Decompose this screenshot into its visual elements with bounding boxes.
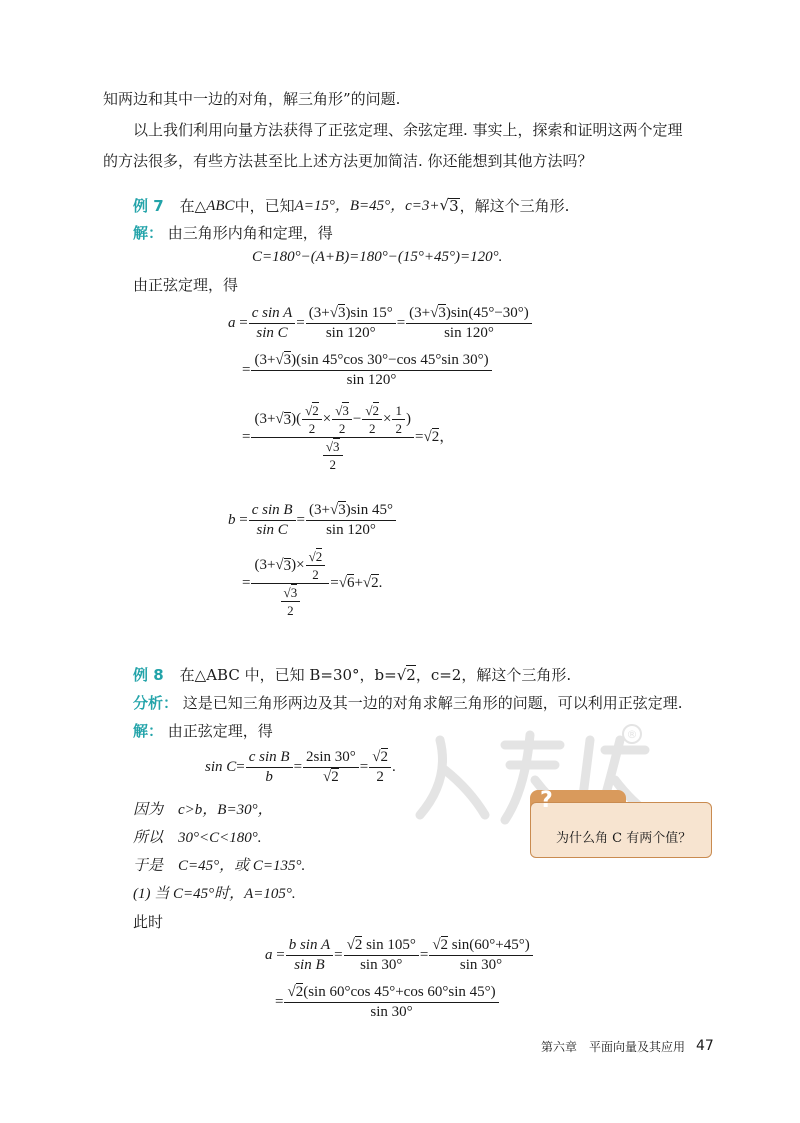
equation-8-a-line-2: = $\frac{√2(\sin 60^\circ\cos 45^\circ+\cos 60^\circ\sin 45^\circ)}{\sin 30^\circ}$: [275, 985, 500, 1020]
example-7-solution-label: 解：: [133, 224, 164, 242]
example-7-text-c: 中，已知: [234, 196, 295, 215]
example-8-analysis: [133, 696, 683, 711]
example-8-label: 例 8: [133, 666, 164, 684]
registered-mark: ®: [626, 728, 638, 741]
question-text: 为什么角 C 有两个值？: [556, 831, 692, 846]
example-7-given: A=15°，B=45°，c=3+: [294, 197, 440, 214]
example-7-text-a: 在△: [179, 196, 207, 215]
equation-b-line-1: b = $\frac{\text{c sin B}}{\text{sin C}}$ = $\frac{(3+√3)\sin 45^\circ}{\sin 120^\circ}$: [228, 503, 397, 538]
equation-a-line-3: = (3+√ 3 )( $\frac{√2}{2}$ × $\frac{√3}{2}$ − $\frac{√2}{2}$ × $\frac{1}{2}$ ) $\frac{√3}{2}$ =√2，: [242, 403, 455, 472]
example-8-analysis-label: 分析：: [133, 694, 179, 712]
equation-angle-c: C=180°−(A+B)=180°−(15°+45°)=120°.: [252, 249, 503, 265]
sqrt-symbol: √ 3: [439, 196, 459, 215]
example-8-so: 所以 30°<C<180°.: [133, 830, 262, 846]
example-7-radicand: 3: [449, 197, 459, 215]
intro-line-3: 的方法很多，有些方法甚至比上述方法更加简洁. 你还能想到其他方法吗？: [103, 152, 593, 170]
var-b: b: [228, 512, 236, 528]
page-number: 47: [696, 1038, 714, 1054]
equation-sin-c: sin C = $\frac{\text{c sin B}}{b}$ = $\frac{2\sin 30^\circ}{√2}$ = $\frac{√2}{2}$ .: [205, 749, 396, 785]
equation-b-line-2: = (3+√ 3 )× $\frac{√2}{2}$ $\frac{√3}{2}$ =√6+√2.: [242, 549, 383, 618]
question-sidebar-box: [530, 790, 712, 858]
example-8-now: 此时: [133, 913, 164, 931]
intro-line-2: 以上我们利用向量方法获得了正弦定理、余弦定理. 事实上，探索和证明这两个定理: [133, 121, 683, 139]
example-8-text-tail: ，c=2，解这个三角形.: [415, 666, 572, 684]
example-7-problem: [133, 198, 569, 214]
question-mark-icon: ?: [540, 788, 553, 813]
footer-chapter: 第六章 平面向量及其应用: [541, 1040, 686, 1054]
equation-a-line-2: = $\frac{(3+√3)(\sin 45^\circ\cos 30^\circ-\cos 45^\circ\sin 30^\circ)}{\sin 120^\circ}$: [242, 353, 493, 388]
equation-8-a-line-1: a = $\frac{\text{b sin A}}{\text{sin B}}$ = $\frac{√2 \sin 105^\circ}{\sin 30^\circ}$ = $\frac{√2 \sin(60^\circ+45^\circ)}{\sin 30^\circ}$: [265, 938, 534, 973]
example-7-step-2: 由正弦定理，得: [133, 276, 239, 294]
example-8-step-1: 由正弦定理，得: [167, 722, 273, 740]
example-7-step-1: 由三角形内角和定理，得: [167, 224, 333, 242]
example-8-text: 在△ABC 中，已知 B=30°，b=: [179, 666, 397, 684]
example-7-solution-line: [133, 226, 333, 241]
example-8-solution-line: [133, 724, 273, 739]
example-8-then: 于是 C=45°，或 C=135°.: [133, 858, 306, 874]
var-a: a: [228, 315, 236, 331]
example-7-label: 例 7: [133, 196, 164, 215]
example-7-triangle: ABC: [206, 197, 235, 214]
example-8-solution-label: 解：: [133, 722, 164, 740]
example-8-case-1: (1) 当 C=45°时，A=105°.: [133, 886, 296, 902]
example-8-problem: 例 8 在△ABC 中，已知 B=30°，b= √2 ，c=2，解这个三角形.: [133, 666, 572, 684]
example-7-text-f: ，解这个三角形.: [459, 196, 570, 215]
question-box-body: [530, 802, 712, 858]
equation-a-line-1: a = $\frac{\text{c sin A}}{\text{sin C}}$ = $\frac{(3+√3)\sin 15^\circ}{\sin 120^\circ}$ = $\frac{(3+√3)\sin(45^\circ-30^\circ)}{\sin 120^\circ}$: [228, 306, 533, 341]
example-8-analysis-text: 这是已知三角形两边及其一边的对角求解三角形的问题，可以利用正弦定理.: [182, 694, 683, 712]
example-8-because: 因为 c>b，B=30°，: [133, 802, 273, 818]
intro-line-1: 知两边和其中一边的对角，解三角形”的问题.: [103, 90, 401, 108]
